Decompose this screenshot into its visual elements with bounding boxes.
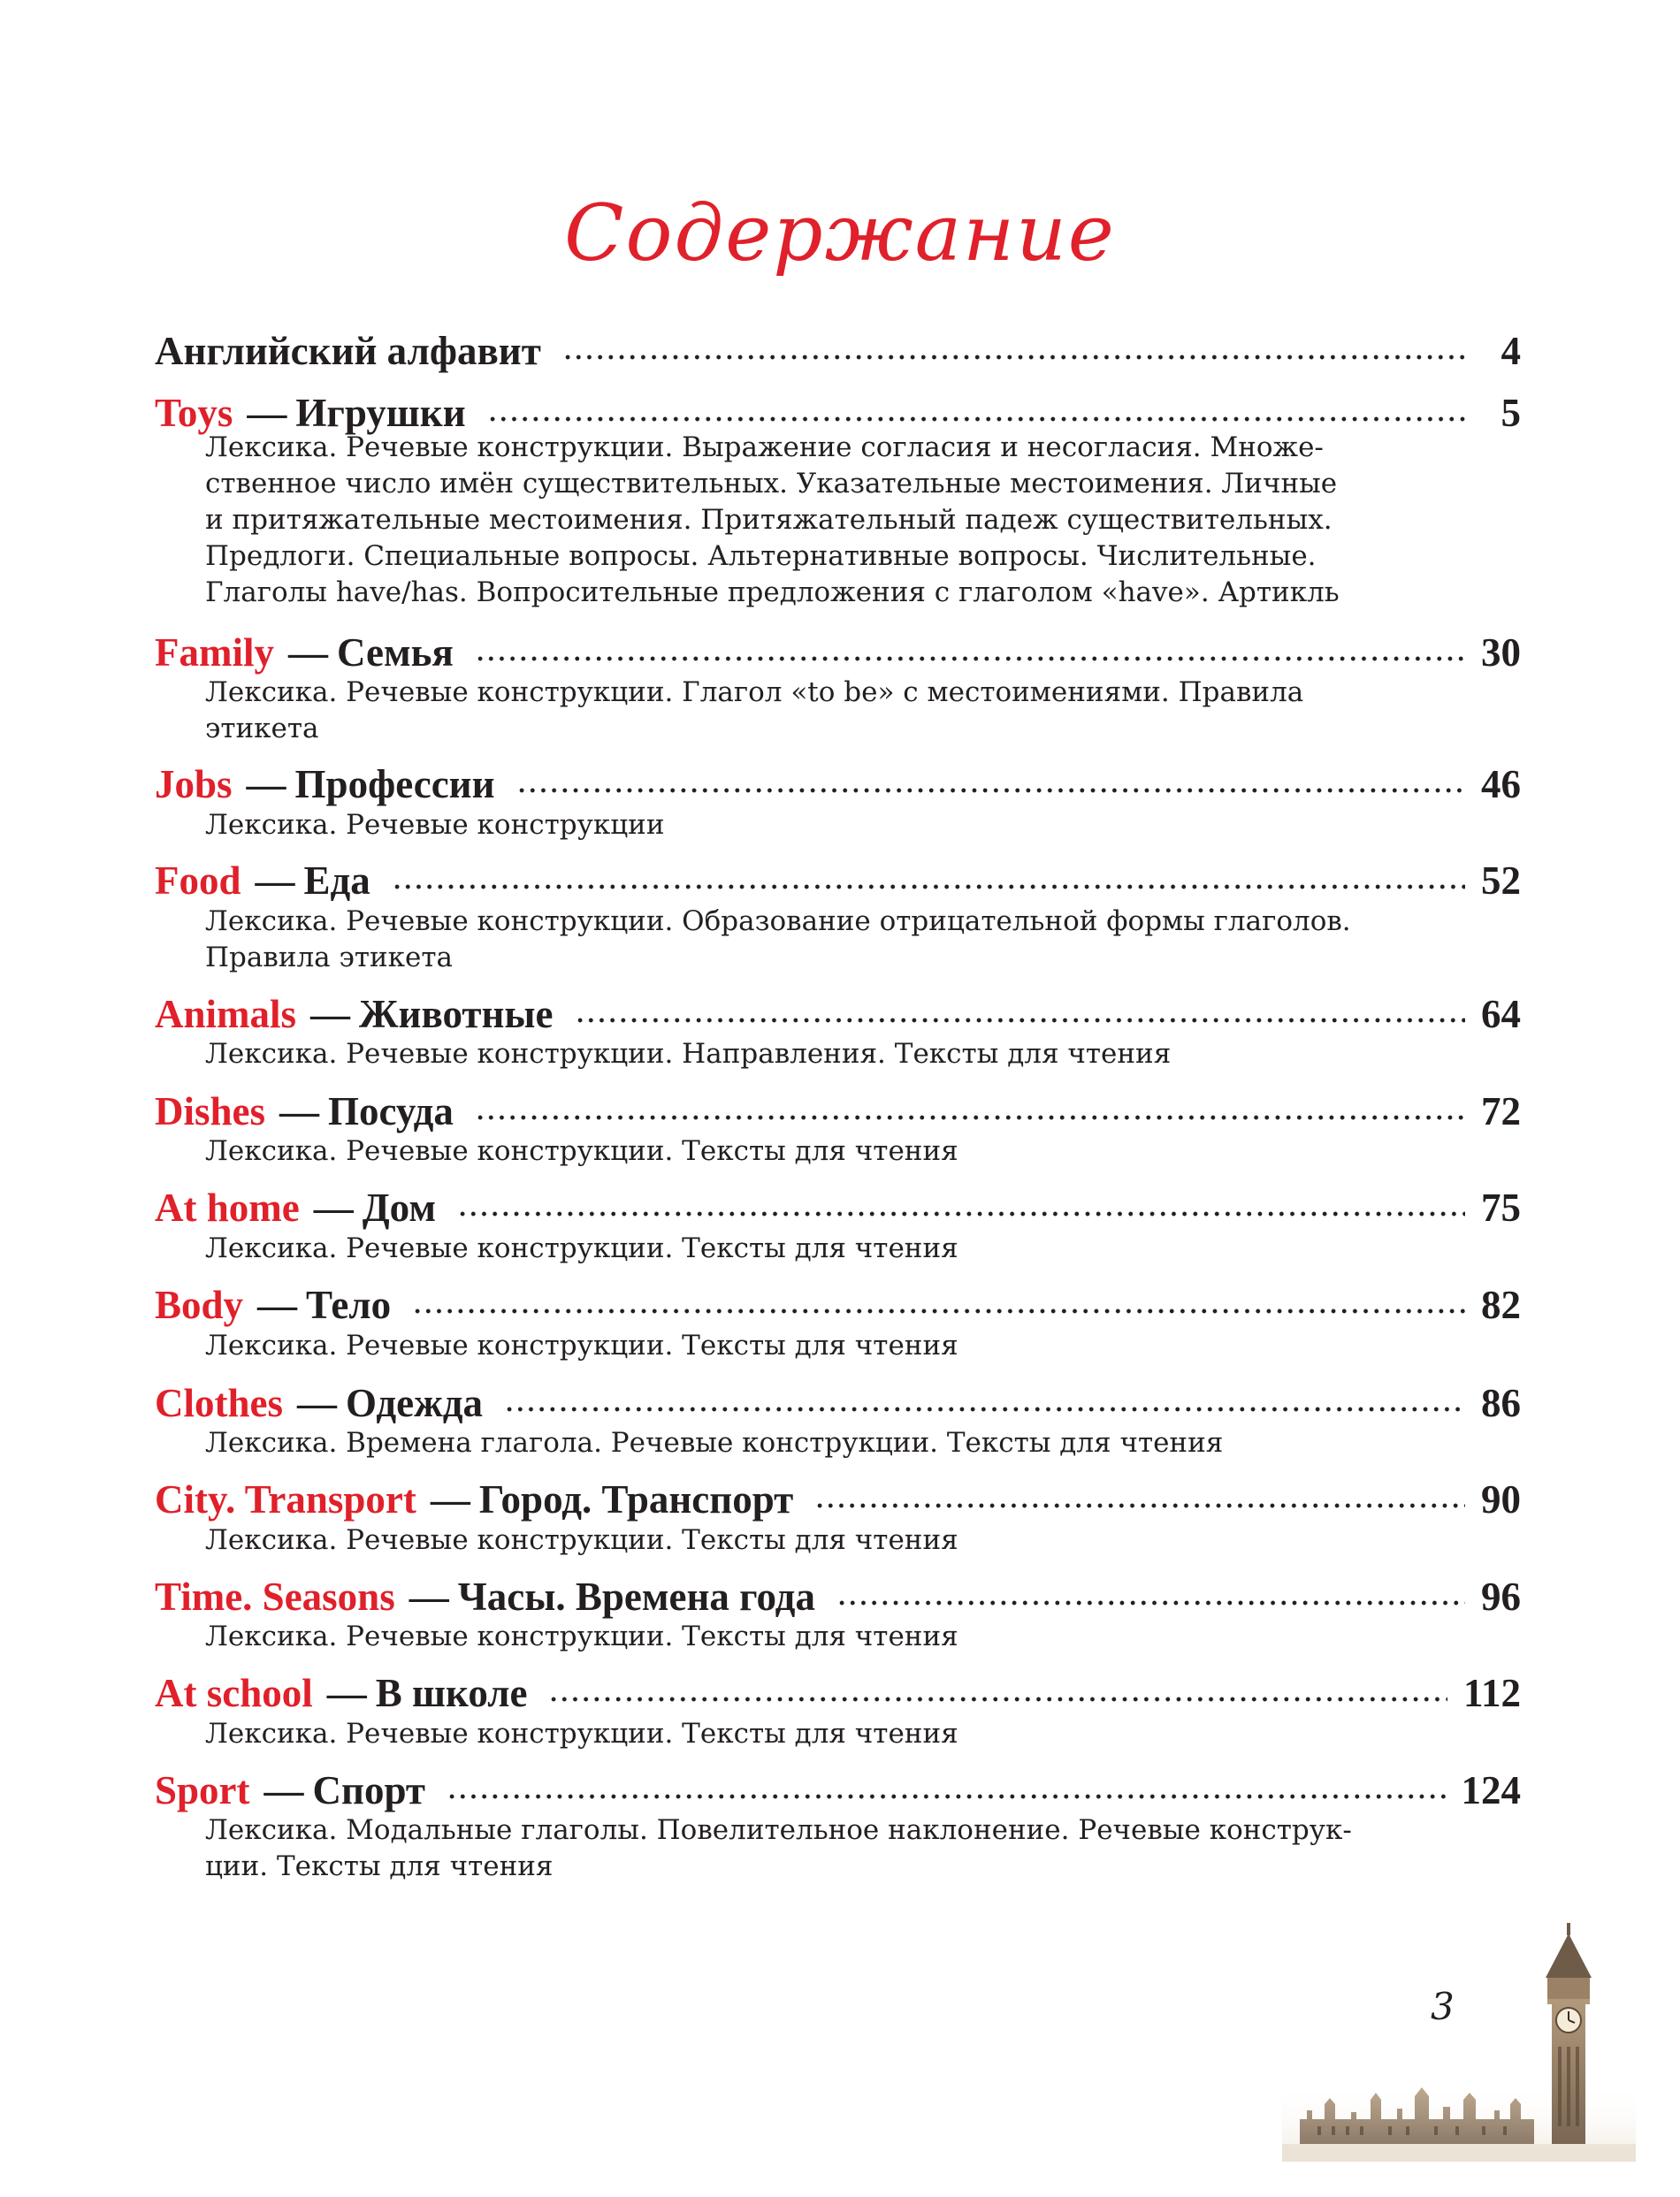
entry-title-ru: Игрушки: [295, 391, 466, 435]
description-line: Лексика. Речевые конструкции. Тексты для чтения: [205, 1135, 958, 1167]
dot-leader: [412, 1307, 1465, 1316]
entry-title-en: Food: [155, 858, 241, 903]
dot-leader: [392, 882, 1465, 891]
description-line: Лексика. Речевые конструкции. Тексты для чтения: [205, 1524, 958, 1556]
entry-description: [205, 1522, 1518, 1559]
em-dash: —: [430, 1477, 470, 1522]
description-line: Лексика. Речевые конструкции. Выражение согласия и несогласия. Множе-: [205, 431, 1324, 463]
entry-description: [205, 1619, 1518, 1655]
description-line: Лексика. Речевые конструкции. Тексты для чтения: [205, 1718, 958, 1750]
entry-page-number: 5: [1501, 391, 1521, 435]
em-dash: —: [257, 1283, 298, 1327]
dot-leader: [457, 1209, 1465, 1218]
description-line: Лексика. Речевые конструкции. Глагол «to be» с местоимениями. Правила: [205, 676, 1304, 708]
entry-description: [205, 430, 1518, 611]
entry-description: [205, 904, 1518, 976]
entry-page-number: 124: [1461, 1768, 1521, 1812]
toc-entry-food[interactable]: [155, 852, 1521, 909]
entry-title-ru: Часы. Времена года: [457, 1575, 815, 1619]
entry-title-ru: Дом: [362, 1186, 436, 1230]
em-dash: —: [310, 992, 351, 1036]
dot-leader: [516, 786, 1465, 795]
dot-leader: [475, 654, 1465, 663]
dot-leader: [548, 1695, 1447, 1704]
entry-title-ru: Профессии: [294, 762, 495, 806]
entry-page-number: 96: [1481, 1575, 1521, 1619]
dot-leader: [504, 1405, 1465, 1414]
entry-title-en: Jobs: [155, 762, 233, 806]
toc-entry-alphabet[interactable]: [155, 323, 1521, 379]
toc-entry-clothes[interactable]: [155, 1375, 1521, 1431]
entry-page-number: 75: [1481, 1186, 1521, 1230]
em-dash: —: [255, 858, 295, 903]
dot-leader: [562, 353, 1470, 362]
entry-title-en: Dishes: [155, 1089, 266, 1133]
description-line: Лексика. Модальные глаголы. Повелительное наклонение. Речевые конструк-: [205, 1814, 1352, 1846]
entry-page-number: 46: [1481, 762, 1521, 806]
description-line: Лексика. Речевые конструкции. Направления. Тексты для чтения: [205, 1038, 1172, 1070]
em-dash: —: [326, 1671, 367, 1715]
dot-leader: [447, 1792, 1446, 1801]
toc-entry-body[interactable]: [155, 1277, 1521, 1333]
toc-entry-sport[interactable]: [155, 1762, 1521, 1819]
description-line: Лексика. Речевые конструкции. Образование отрицательной формы глаголов.: [205, 905, 1351, 937]
em-dash: —: [297, 1381, 337, 1425]
description-line: Лексика. Речевые конструкции. Тексты для чтения: [205, 1330, 958, 1362]
entry-description: [205, 1036, 1518, 1072]
em-dash: —: [247, 391, 287, 435]
entry-title-en: Animals: [155, 992, 297, 1036]
entry-title-ru: Животные: [359, 992, 554, 1036]
toc-entry-jobs[interactable]: [155, 756, 1521, 812]
dot-leader: [836, 1598, 1465, 1607]
entry-title-ru: Спорт: [312, 1768, 425, 1812]
entry-title-ru: Тело: [306, 1283, 392, 1327]
entry-title-ru: Семья: [336, 630, 454, 675]
entry-title-ru: Еда: [303, 858, 370, 903]
entry-title-en: At school: [155, 1671, 313, 1715]
entry-title-ru: Одежда: [346, 1381, 484, 1425]
description-line: Предлоги. Специальные вопросы. Альтернативные вопросы. Числительные.: [205, 540, 1317, 572]
description-line: ственное число имён существительных. Указательные местоимения. Личные: [205, 468, 1338, 500]
entry-title-en: Time. Seasons: [155, 1575, 395, 1619]
entry-description: [205, 675, 1518, 747]
toc-entry-time-seasons[interactable]: [155, 1568, 1521, 1625]
description-line: Лексика. Речевые конструкции. Тексты для чтения: [205, 1621, 958, 1652]
entry-page-number: 4: [1501, 329, 1521, 373]
entry-page-number: 90: [1481, 1477, 1521, 1522]
entry-page-number: 30: [1481, 630, 1521, 675]
description-line: этикета: [205, 713, 319, 744]
big-ben-illustration: [1282, 1923, 1636, 2162]
entry-description: [205, 1425, 1518, 1461]
entry-description: [205, 1328, 1518, 1364]
entry-title-en: Clothes: [155, 1381, 283, 1425]
em-dash: —: [263, 1768, 304, 1812]
entry-title-ru: Посуда: [328, 1089, 454, 1133]
entry-title-ru: Город. Транспорт: [478, 1477, 794, 1522]
description-line: Лексика. Речевые конструкции. Тексты для чтения: [205, 1232, 958, 1264]
entry-description: [205, 807, 1518, 843]
page-title: Содержание: [564, 187, 1116, 278]
entry-description: [205, 1716, 1518, 1752]
page-number: 3: [1431, 1985, 1455, 2028]
entry-title-ru: Английский алфавит: [155, 329, 541, 373]
dot-leader: [575, 1016, 1466, 1025]
entry-description: [205, 1231, 1518, 1267]
description-line: Лексика. Времена глагола. Речевые конструкции. Тексты для чтения: [205, 1427, 1224, 1459]
em-dash: —: [287, 630, 328, 675]
entry-page-number: 72: [1481, 1089, 1521, 1133]
entry-title-ru: В школе: [375, 1671, 528, 1715]
em-dash: —: [279, 1089, 320, 1133]
entry-page-number: 112: [1462, 1671, 1521, 1715]
entry-page-number: 64: [1481, 992, 1521, 1036]
em-dash: —: [313, 1186, 354, 1230]
toc-entry-city-transport[interactable]: [155, 1471, 1521, 1528]
description-line: Правила этикета: [205, 942, 454, 973]
entry-page-number: 52: [1481, 858, 1521, 903]
entry-description: [205, 1133, 1518, 1170]
dot-leader: [487, 415, 1470, 423]
dot-leader: [475, 1113, 1465, 1122]
entry-page-number: 86: [1481, 1381, 1521, 1425]
toc-entry-dishes[interactable]: [155, 1083, 1521, 1140]
em-dash: —: [246, 762, 286, 806]
entry-title-en: Toys: [155, 391, 233, 435]
entry-title-en: Family: [155, 630, 274, 675]
entry-description: [205, 1812, 1518, 1885]
toc-entry-at-school[interactable]: [155, 1665, 1521, 1721]
description-line: Глаголы have/has. Вопросительные предложения с глаголом «have». Артикль: [205, 576, 1340, 608]
entry-page-number: 82: [1481, 1283, 1521, 1327]
toc-entry-at-home[interactable]: [155, 1179, 1521, 1236]
dot-leader: [814, 1501, 1465, 1510]
entry-title-en: At home: [155, 1186, 300, 1230]
entry-title-en: Sport: [155, 1768, 250, 1812]
toc-entry-family[interactable]: [155, 624, 1521, 681]
entry-title-en: Body: [155, 1283, 244, 1327]
description-line: и притяжательные местоимения. Притяжательный падеж существительных.: [205, 504, 1333, 536]
toc-entry-animals[interactable]: [155, 986, 1521, 1042]
em-dash: —: [409, 1575, 449, 1619]
entry-title-en: City. Transport: [155, 1477, 416, 1522]
description-line: Лексика. Речевые конструкции: [205, 809, 665, 841]
description-line: ции. Тексты для чтения: [205, 1850, 554, 1882]
